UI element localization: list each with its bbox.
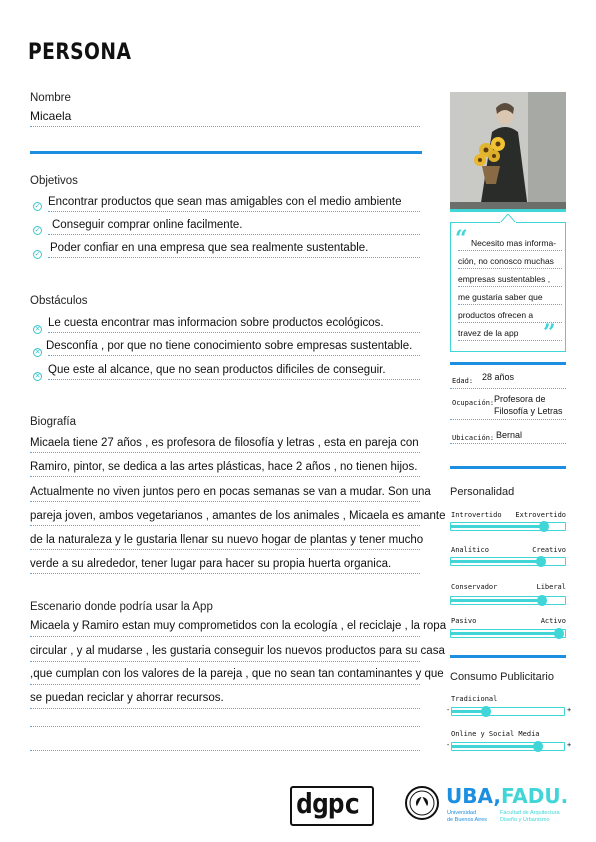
check-icon: ✓: [34, 227, 41, 234]
quote-line: empresas sustentables ,: [458, 274, 551, 284]
quote-line: ción, no conosco muchas: [458, 256, 554, 266]
divider: [48, 379, 420, 380]
divider: [30, 661, 420, 662]
slider-knob: [554, 628, 564, 639]
quote-line: travez de la app: [458, 328, 519, 338]
divider: [48, 234, 420, 235]
x-icon: ✕: [34, 349, 41, 356]
persona-photo-illustration: [450, 92, 566, 209]
uba-seal-icon: [405, 784, 439, 824]
biografia-label: Biografía: [30, 416, 77, 428]
check-icon: ✓: [34, 203, 41, 210]
divider: [48, 332, 420, 333]
slider-fill: [451, 525, 544, 528]
uba-logo-text: [446, 786, 568, 806]
slider-left-label: Conservador: [451, 583, 498, 591]
slider-knob: [537, 595, 547, 606]
consumo-slider-online: [451, 742, 565, 751]
divider: [30, 525, 420, 526]
personality-slider-pasivo-activo: [450, 629, 566, 638]
plus-icon: +: [567, 706, 572, 714]
divider: [30, 501, 420, 502]
objetivo-item: Poder confiar en una empresa que sea realmente sustentable.: [50, 242, 369, 254]
obstaculo-item: Desconfía , por que no tiene conocimiento sobre empresas sustentable.: [46, 340, 413, 352]
section-divider: [450, 362, 566, 365]
section-divider: [450, 466, 566, 469]
objetivo-item: Encontrar productos que sean mas amigables con el medio ambiente: [48, 196, 402, 208]
slider-fill: [452, 745, 538, 748]
divider: [30, 126, 420, 127]
quote-line: me gustaria saber que: [458, 292, 543, 302]
escenario-label: Escenario donde podría usar la App: [30, 601, 213, 613]
divider: [30, 750, 420, 751]
divider: [458, 286, 562, 287]
slider-knob: [481, 706, 491, 717]
divider: [30, 636, 420, 637]
slider-right-label: Extrovertido: [515, 511, 566, 519]
consumo-slider-label: Online y Social Media: [451, 730, 540, 738]
biografia-line: verde a su alrededor, tener lugar para hacer su propia huerta organica.: [30, 558, 392, 570]
fadu-subtitle-line: Diseño y Urbanismo: [500, 816, 550, 823]
persona-photo: [450, 92, 566, 209]
divider: [48, 257, 420, 258]
divider: [48, 355, 420, 356]
fadu-text: FADU.: [500, 784, 569, 808]
minus-icon: -: [446, 706, 451, 714]
slider-fill: [451, 632, 559, 635]
divider: [30, 452, 420, 453]
biografia-line: Actualmente no viven juntos pero en pocas semanas se van a mudar. Son una: [30, 486, 431, 498]
divider: [458, 268, 562, 269]
divider: [30, 708, 420, 709]
slider-left-label: Introvertido: [451, 511, 502, 519]
personalidad-label: Personalidad: [450, 486, 515, 498]
fadu-subtitle-line: Facultad de Arquitectura: [500, 810, 560, 816]
dgpc-logo: [290, 786, 374, 826]
nombre-value: Micaela: [30, 109, 72, 123]
close-quote-icon: ”: [543, 320, 556, 346]
escenario-line: circular , y al mudarse , les gustaria conseguir los nuevos productos para su casa: [30, 645, 445, 657]
plus-icon: +: [567, 741, 572, 749]
slider-knob: [533, 741, 543, 752]
photo-accent-bar: [450, 209, 566, 212]
slider-right-label: Liberal: [536, 583, 566, 591]
escenario-line: ,que cumplan con los valores de la pareja , que no sean tan contaminantes y que: [30, 668, 444, 680]
biografia-line: pareja joven, ambos vegetarianos , amantes de los animales , Micaela es amante: [30, 510, 446, 522]
quote-pointer-icon: [500, 214, 516, 223]
divider: [30, 476, 420, 477]
slider-fill: [451, 560, 541, 563]
consumo-label: Consumo Publicitario: [450, 671, 554, 683]
section-divider: [30, 151, 422, 154]
divider: [458, 322, 562, 323]
slider-left-label: Pasivo: [451, 617, 477, 625]
divider: [48, 211, 420, 212]
escenario-line: Micaela y Ramiro estan muy comprometidos con la ecología , el reciclaje , la ropa: [30, 620, 447, 632]
uba-subtitle-line: de Buenos Aires: [447, 816, 488, 823]
edad-label: Edad:: [452, 377, 474, 385]
uba-subtitle: [447, 810, 487, 823]
slider-right-label: Creativo: [532, 546, 566, 554]
minus-icon: -: [446, 741, 451, 749]
personality-slider-introvertido-extrovertido: [450, 522, 566, 531]
slider-fill: [451, 599, 542, 602]
obstaculo-item: Que este al alcance, que no sean productos dificiles de conseguir.: [48, 364, 386, 376]
ubicacion-value: Bernal: [496, 430, 523, 440]
objetivos-label: Objetivos: [30, 175, 78, 187]
personality-slider-analitico-creativo: [450, 557, 566, 566]
slider-right-label: Activo: [540, 617, 566, 625]
nombre-label: Nombre: [30, 92, 71, 104]
biografia-line: Micaela tiene 27 años , es profesora de filosofía y letras , esta en pareja con: [30, 437, 419, 449]
ubicacion-label: Ubicación:: [452, 434, 495, 442]
obstaculo-item: Le cuesta encontrar mas informacion sobre productos ecológicos.: [48, 317, 384, 329]
slider-knob: [536, 556, 546, 567]
personality-slider-conservador-liberal: [450, 596, 566, 605]
ocupacion-value: Profesora de: [494, 394, 546, 404]
ocupacion-value: Filosofía y Letras: [494, 406, 563, 416]
page-title: PERSONA: [28, 40, 132, 65]
divider: [450, 443, 566, 444]
ocupacion-label: Ocupación:: [452, 399, 495, 407]
section-divider: [450, 655, 566, 658]
divider: [30, 726, 420, 727]
divider: [30, 549, 420, 550]
quote-line: Necesito mas informa-: [471, 238, 557, 248]
divider: [30, 684, 420, 685]
open-quote-icon: “: [455, 226, 468, 252]
divider: [450, 388, 566, 389]
x-icon: ✕: [34, 373, 41, 380]
uba-text: UBA,: [446, 784, 501, 808]
divider: [458, 340, 562, 341]
quote-line: productos ofrecen a: [458, 310, 534, 320]
divider: [30, 573, 420, 574]
consumo-slider-tradicional: [451, 707, 565, 716]
dgpc-logo-text: dgpc: [296, 787, 360, 820]
slider-knob: [539, 521, 549, 532]
objetivo-item: Conseguir comprar online facilmente.: [52, 219, 243, 231]
x-icon: ✕: [34, 326, 41, 333]
slider-left-label: Analítico: [451, 546, 489, 554]
divider: [458, 250, 562, 251]
escenario-line: se puedan reciclar y ahorrar recursos.: [30, 692, 224, 704]
consumo-slider-label: Tradicional: [451, 695, 498, 703]
check-icon: ✓: [34, 251, 41, 258]
biografia-line: Ramiro, pintor, se dedica a las artes plásticas, hace 2 años , no tienen hijos.: [30, 461, 418, 473]
fadu-subtitle: [500, 810, 560, 823]
uba-subtitle-line: Universidad: [447, 810, 477, 816]
edad-value: 28 años: [482, 372, 515, 382]
obstaculos-label: Obstáculos: [30, 295, 88, 307]
divider: [450, 419, 566, 420]
biografia-line: de la naturaleza y le gustaria llenar su nuevo hogar de plantas y tener mucho: [30, 534, 424, 546]
divider: [458, 304, 562, 305]
